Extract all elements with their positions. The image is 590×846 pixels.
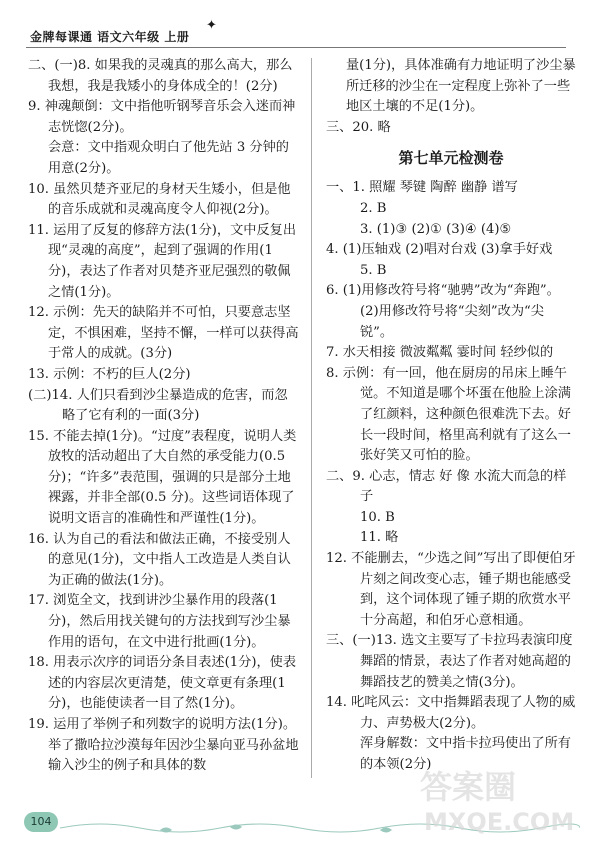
watermark-logo [410, 760, 580, 840]
answer-item: 一、1. 照耀 琴键 陶醉 幽静 谱写 [326, 180, 518, 196]
answer-item: 二、9. 心志，情志 好 像 水流大而急的样子 [326, 468, 567, 505]
answer-item: 12. 示例：先天的缺陷并不可怕，只要意志坚定，不惧困难，坚持不懈，一样可以获得高于常人的成就。(3分) [28, 305, 299, 362]
answer-item: 二、(一)8. 如果我的灵魂真的那么高大，那么我想，我是我矮小的身体成全的！(2分) [28, 58, 293, 94]
answer-item: 19. 运用了举例子和列数字的说明方法(1分)。举了撒哈拉沙漠每年因沙尘暴向亚马孙盆地输入沙尘的例子和具体的数 [28, 717, 299, 774]
answer-item: 6. (1)用修改符号将“驰骋”改为“奔跑”。 [326, 283, 560, 299]
answer-item: 13. 示例：不朽的巨人(2分) [28, 366, 191, 382]
answer-item: 10. 虽然贝楚齐亚尼的身材天生矮小，但是他的音乐成就和灵魂高度令人仰视(2分)。 [28, 181, 291, 218]
answer-item: 5. B [360, 262, 387, 278]
answer-item: 12. 不能删去，“少选之间”写出了即便伯牙片刻之间改变心志，锺子期也能感受到，这个词体现了锺子期的欣赏水平十分高超，和伯牙心意相通。 [326, 551, 576, 628]
answer-item: 18. 用表示次序的词语分条目表述(1分)，使表述的内容层次更清楚，使文章更有条理(1分)，也能使读者一目了然(1分)。 [28, 655, 297, 712]
answer-item: 3. (1)③ (2)① (3)④ (4)⑤ [360, 221, 512, 237]
star-icon: ✦ [206, 18, 217, 33]
page-header [0, 0, 590, 50]
answer-item: 10. B [360, 509, 395, 525]
right-column [326, 56, 576, 776]
page-number: 104 [24, 812, 58, 832]
answer-item: 8. 示例：有一回，他在厨房的吊床上睡午觉。不知道是哪个坏蛋在他脸上涂满了红颜料，这种颜色很难洗下去。好长一段时间，格里高利就有了这么一张好笑又可怕的脸。 [326, 365, 571, 464]
answer-item: 2. B [360, 200, 387, 216]
answer-item: 7. 水天相接 微波粼粼 霎时间 轻纱似的 [326, 345, 554, 361]
answer-item: 11. 略 [360, 530, 399, 546]
answer-item: 会意：文中指观众明白了他先站 3 分钟的用意(2分)。 [48, 140, 289, 176]
answer-item: (二)14. 人们只看到沙尘暴造成的危害，而忽略了它有利的一面(3分) [28, 387, 288, 424]
book-brand: 金牌每课通 语文六年级 上册 [30, 30, 190, 44]
answer-item: 4. (1)压轴戏 (2)唱对台戏 (3)拿手好戏 [326, 242, 553, 258]
answer-item: 15. 不能去掉(1分)。“过度”表程度，说明人类放牧的活动超出了大自然的承受能力(0.5 分)；“许多”表范围，强调的只是部分土地裸露，并非全部(0.5 分)。这些词语体现了说明文语言的准确性和严谨性(1分)。 [28, 428, 297, 527]
answer-item: 9. 神魂颠倒：文中指他听钢琴音乐会入迷而神志恍惚(2分)。 [28, 99, 296, 135]
answer-item: 量(1分)，具体准确有力地证明了沙尘暴所迁移的沙尘在一定程度上弥补了一些地区土壤的不足(1分)。 [346, 58, 576, 115]
answer-item: 三、(一)13. 选文主要写了卡拉玛表演印度舞蹈的情景，表达了作者对她高超的舞蹈技艺的赞美之情(3分)。 [326, 633, 573, 690]
answer-item: 浑身解数：文中指卡拉玛使出了所有的本领(2分) [360, 736, 571, 772]
answer-item: 11. 运用了反复的修辞方法(1分)，文中反复出现“灵魂的高度”，起到了强调的作用(1分)，表达了作者对贝楚齐亚尼强烈的敬佩之情(1分)。 [28, 222, 297, 300]
unit-title: 第七单元检测卷 [398, 149, 504, 168]
answer-item: 14. 叱咤风云：文中指舞蹈表现了人物的威力、声势极大(2分)。 [326, 695, 576, 731]
column-divider [311, 58, 312, 778]
answer-item: 17. 浏览全文，找到讲沙尘暴作用的段落(1分)，然后用找关键句的方法找到写沙尘暴作用的语句，在文中进行批画(1分)。 [28, 593, 291, 650]
header-rule [26, 47, 566, 48]
unit-seven-answers [326, 178, 576, 775]
right-top-answers [326, 56, 576, 138]
answer-item: 三、20. 略 [326, 119, 391, 135]
left-column [28, 56, 300, 777]
answer-item: 16. 认为自己的看法和做法正确，不接受别人的意见(1分)，文中指人工改造是人类自认为正确的做法(1分)。 [28, 531, 291, 588]
svg-text:答案圈: 答案圈 [420, 768, 517, 806]
answer-item: (2)用修改符号将“尖刻”改为“尖锐”。 [360, 303, 544, 340]
svg-text:MXQE.COM: MXQE.COM [424, 808, 575, 836]
